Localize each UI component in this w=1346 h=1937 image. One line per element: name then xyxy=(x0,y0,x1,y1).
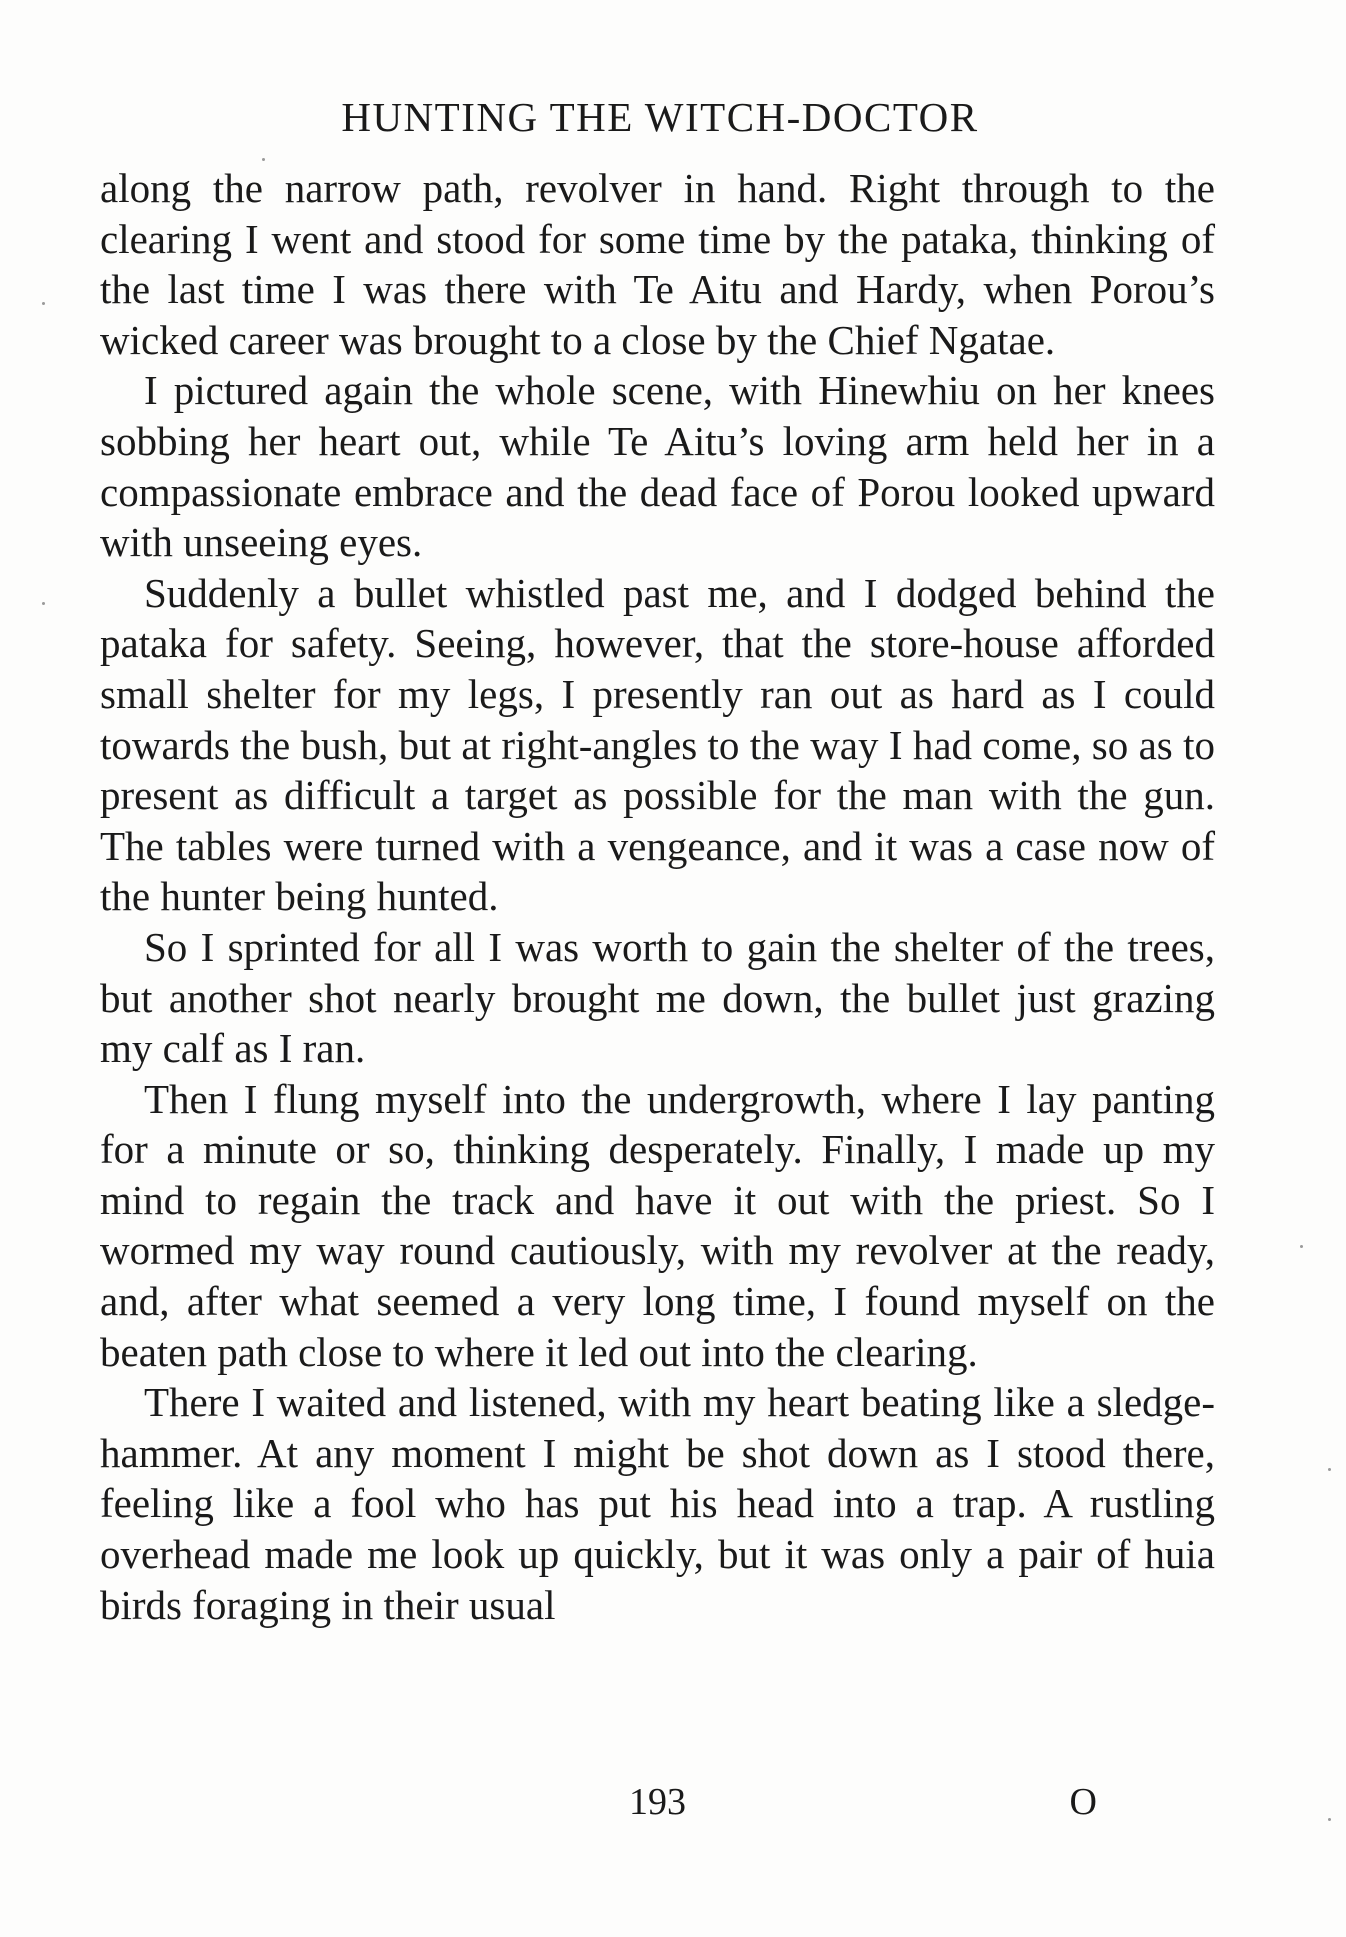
page-footer xyxy=(100,1780,1215,1830)
paper-speck xyxy=(1328,1818,1331,1821)
paragraph-6: There I waited and listened, with my heart beating like a sledge-hammer. At any moment I might be shot down as I stood there, feeling like a fool who has put his head into a trap. A rustling overhead made me look up quickly, but it was only a pair of huia birds foraging in their usual xyxy=(100,1379,1215,1628)
paper-speck xyxy=(42,602,45,605)
paragraph-5: Then I flung myself into the undergrowth, where I lay panting for a minute or so, thinking desperately. Finally, I made up my mind to regain the track and have it out with the priest. So I wormed my way round cautiously, with my revolver at the ready, and, after what seemed a very long time, I found myself on the beaten path close to where it led out into the clearing. xyxy=(100,1075,1215,1375)
page-number: 193 xyxy=(629,1781,686,1823)
paragraph-2: I pictured again the whole scene, with Hinewhiu on her knees sobbing her heart out, while Te Aitu’s loving arm held her in a compassionate embrace and the dead face of Porou looked upward with unseeing eyes. xyxy=(100,367,1215,566)
paragraph-4: So I sprinted for all I was worth to gain the shelter of the trees, but another shot nearly brought me down, the bullet just grazing my calf as I ran. xyxy=(100,923,1215,1072)
body-text xyxy=(100,163,1215,1630)
paper-speck xyxy=(42,302,45,305)
paper-speck xyxy=(1328,1468,1331,1471)
paragraph-3: Suddenly a bullet whistled past me, and I dodged behind the pataka for safety. Seeing, however, that the store-house afforded small shelter for my legs, I presently ran out as hard as I could towards the bush, but at right-angles to the way I had come, so as to present as difficult a target as possible for the man with the gun. The tables were turned with a vengeance, and it was a case now of the hunter being hunted. xyxy=(100,569,1215,920)
signature-mark: O xyxy=(1069,1781,1097,1823)
paper-speck xyxy=(262,158,265,161)
running-title: HUNTING THE WITCH-DOCTOR xyxy=(341,94,979,140)
paper-speck xyxy=(1300,1245,1303,1248)
paragraph-1: along the narrow path, revolver in hand. Right through to the clearing I went and stood for some time by the pataka, thinking of the last time I was there with Te Aitu and Hardy, when Porou’s wicked career was brought to a close by the Chief Ngatae. xyxy=(100,165,1215,363)
